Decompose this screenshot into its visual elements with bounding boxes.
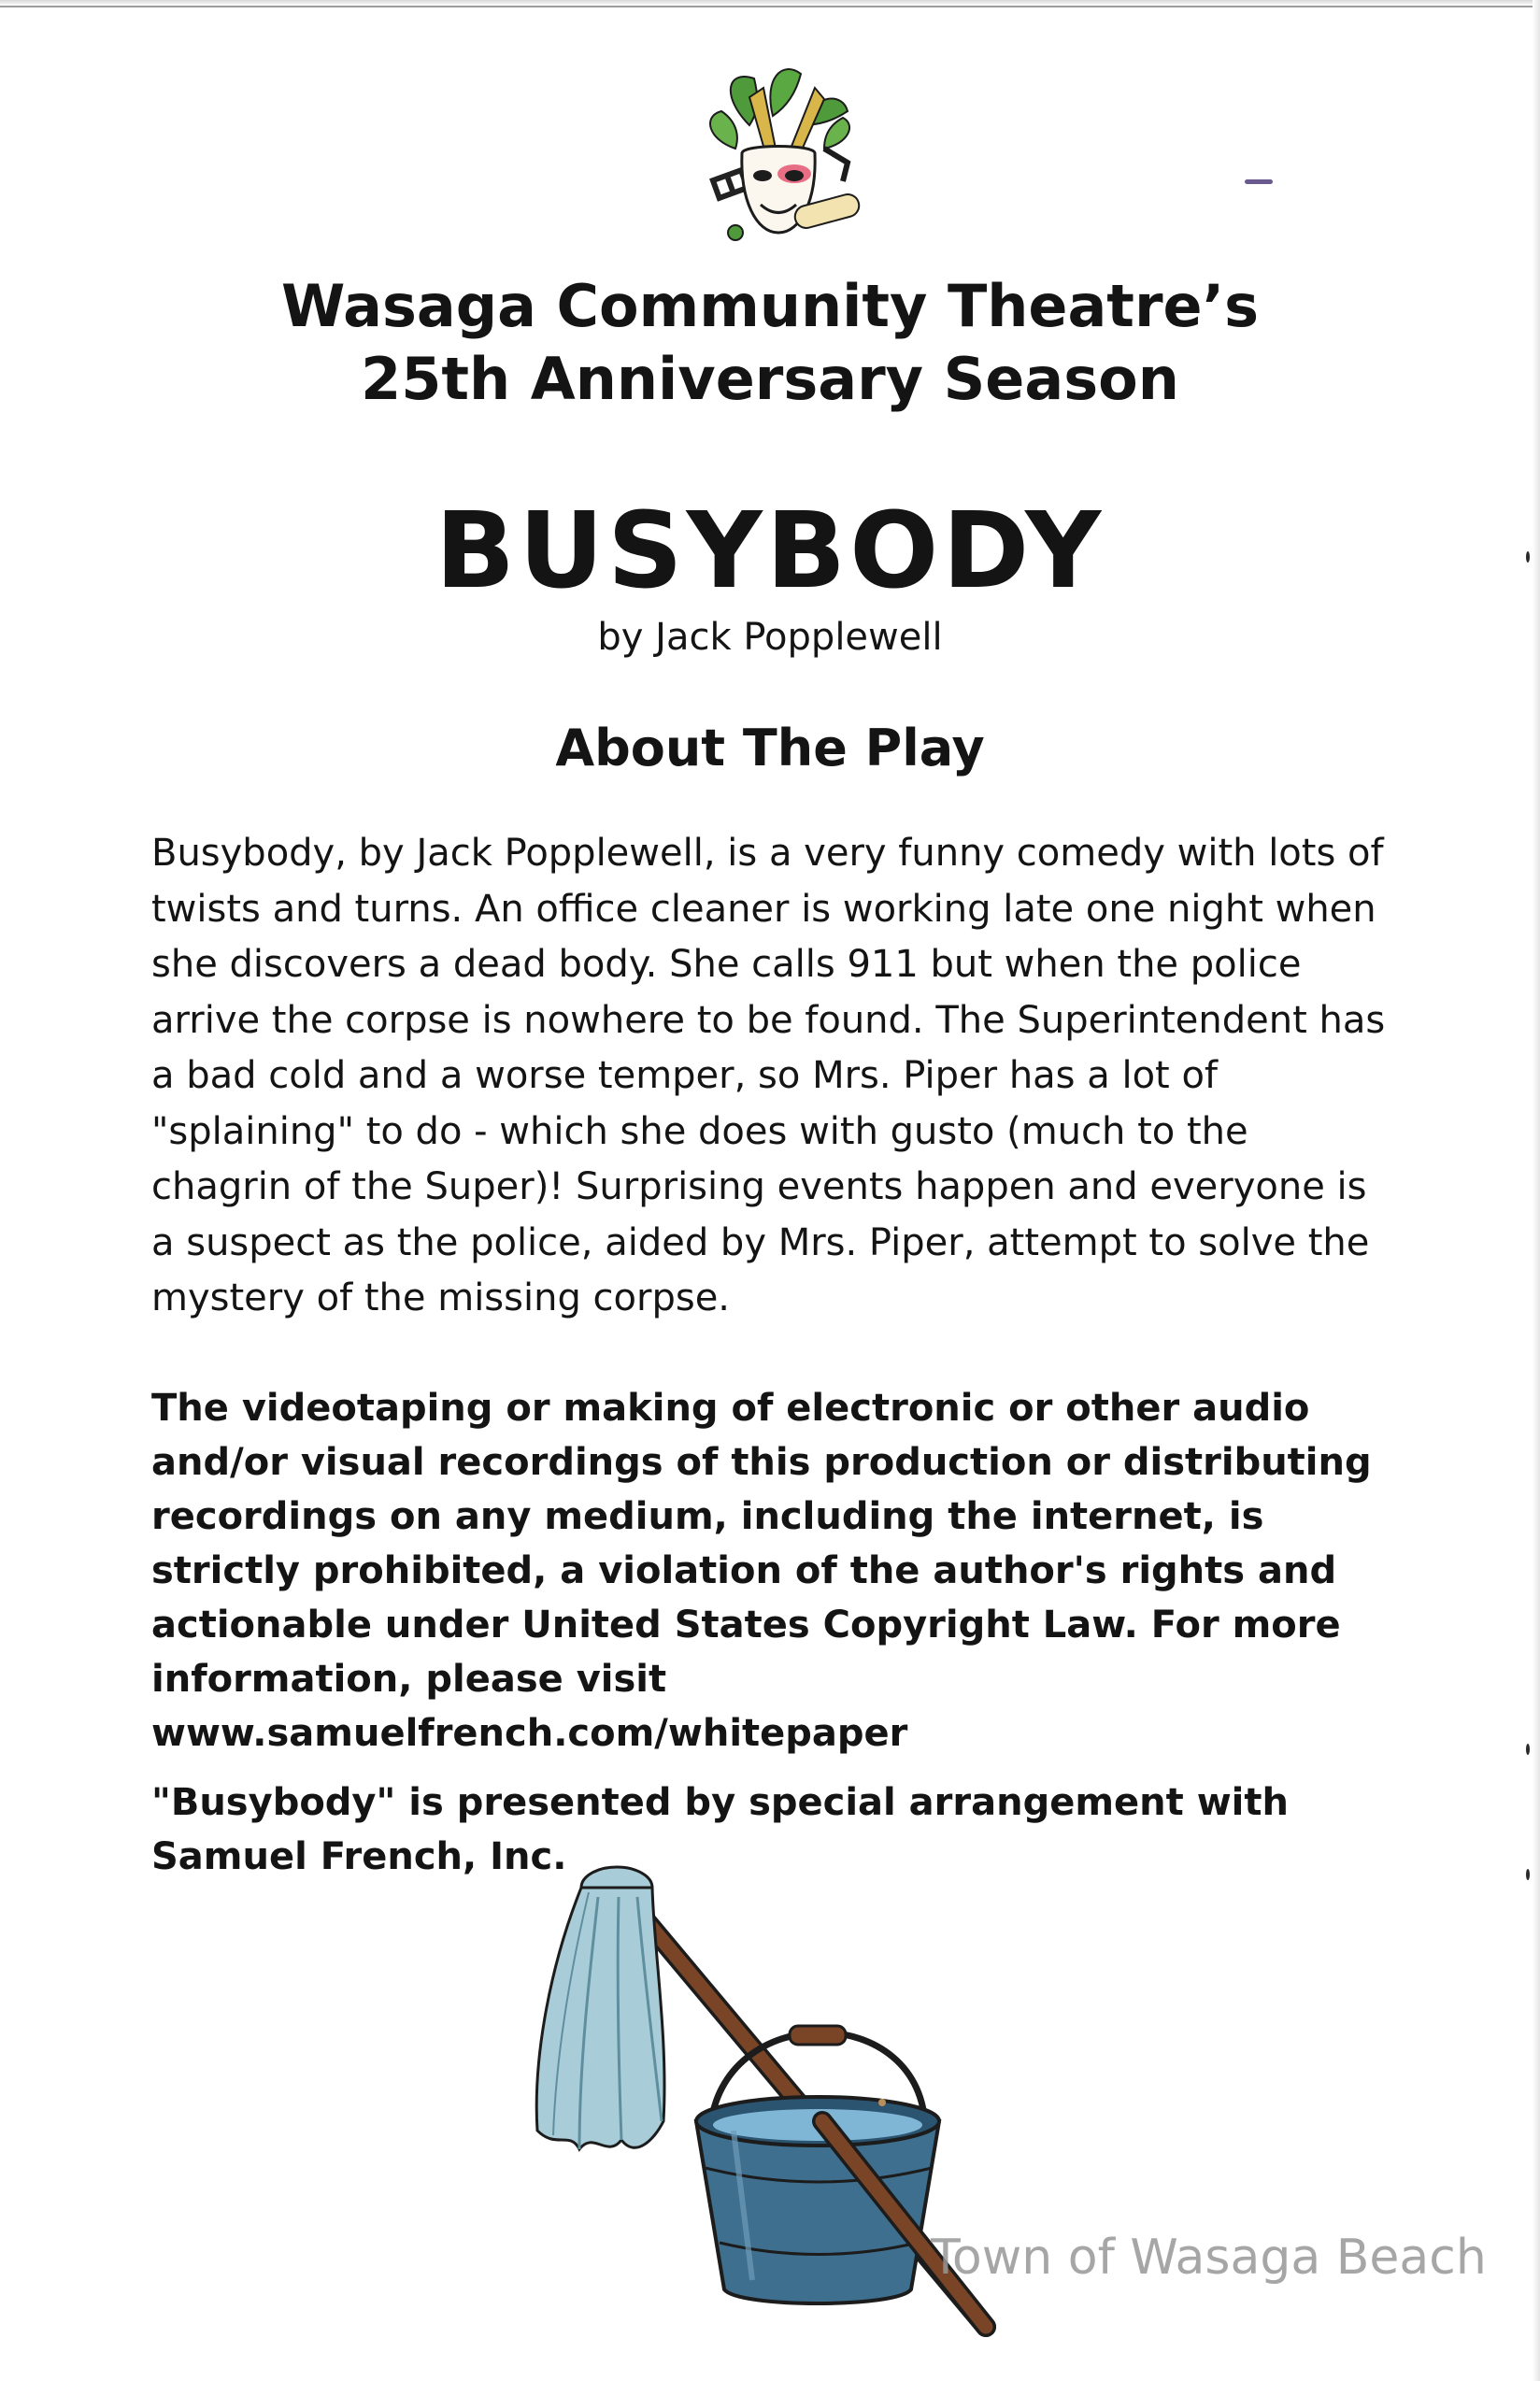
watermark-text: Town of Wasaga Beach: [931, 2230, 1487, 2286]
scan-speck: [1526, 1869, 1530, 1880]
arrangement-notice: "Busybody" is presented by special arrangement with Samuel French, Inc.: [151, 1781, 1289, 1878]
copyright-notice: The videotaping or making of electronic or other audio and/or visual recordings of this production or distributing recordings on any medium, including the internet, is strictly prohibited, a violation of the author's rights and actionable under United States Copyright Law. For more information, please visit www.samuelfrench.com/whitepaper: [151, 1387, 1372, 1755]
theatre-mask-logo: [684, 60, 871, 265]
play-description: Busybody, by Jack Popplewell, is a very funny comedy with lots of twists and turns. An office cleaner is working late one night when she discovers a dead body. She calls 911 but when the police arrive the corpse is nowhere to be found. The Superintendent has a bad cold and a worse temper, so Mrs. Piper has a lot of "splaining" to do - which she does with gusto (much to the chagrin of the Super)! Surprising events happen and everyone is a suspect as the police, aided by Mrs. Piper, attempt to solve the mystery of the missing corpse.: [151, 832, 1386, 1319]
play-title: BUSYBODY: [435, 491, 1105, 612]
scan-speck: [878, 2099, 886, 2106]
mop-and-bucket-illustration: [514, 1850, 1000, 2355]
scan-line-top: [0, 6, 1540, 7]
play-author: by Jack Popplewell: [597, 616, 943, 659]
scan-speck: [1526, 1744, 1530, 1755]
scan-speck: [1245, 179, 1273, 184]
season-heading: 25th Anniversary Season: [361, 345, 1179, 413]
scan-speck: [1526, 551, 1530, 563]
theatre-name-heading: Wasaga Community Theatre’s: [280, 272, 1260, 340]
scan-edge-right: [1533, 0, 1540, 2381]
about-heading: About The Play: [555, 719, 985, 777]
